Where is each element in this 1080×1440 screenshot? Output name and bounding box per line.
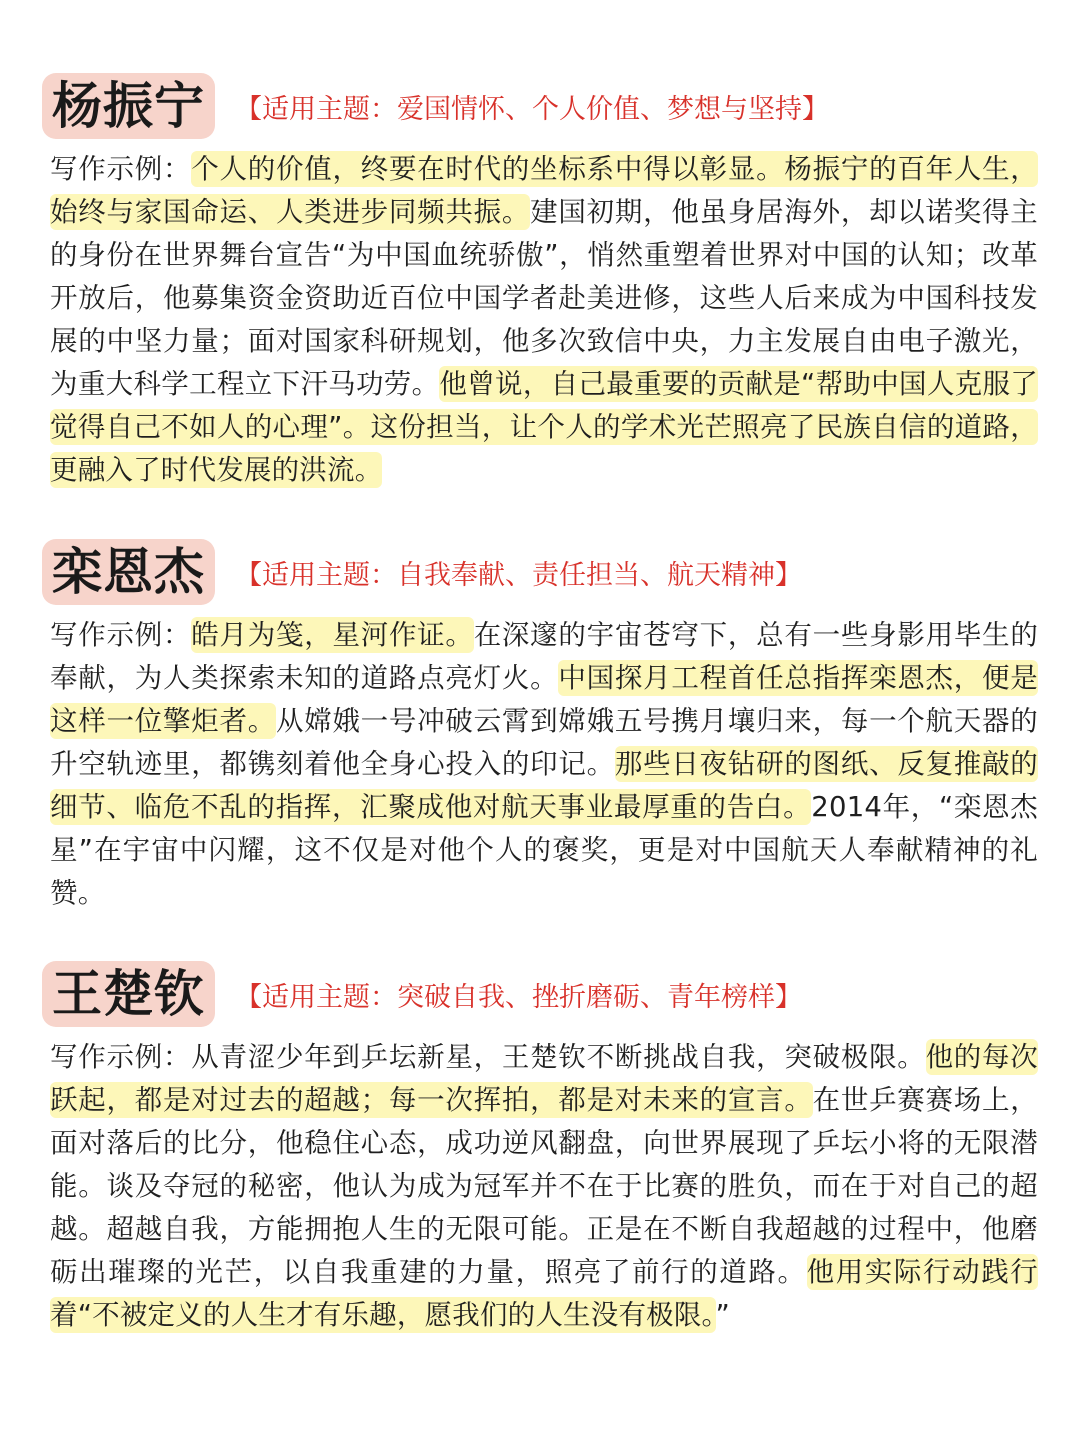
plain-text: 从嫦娥一号冲破云霄到嫦娥五号携月壤归来，每一个航天器的升空轨迹里，都镌刻着他全身心投入的印记。	[50, 705, 1038, 780]
example-label: 写作示例：	[50, 1041, 192, 1073]
highlighted-text: 个人的价值，终要在时代的坐标系中得以彰显。杨振宁的百年人生，始终与家国命运、人类进步同频共振。	[50, 153, 1039, 228]
person-name-title: 栾恩杰	[42, 539, 215, 605]
person-name-title: 杨振宁	[42, 73, 215, 139]
applicable-themes: 【适用主题：自我奉献、责任担当、航天精神】	[235, 559, 802, 591]
plain-text: 在深邃的宇宙苍穹下，总有一些身影用毕生的奉献，为人类探索未知的道路点亮灯火。	[50, 619, 1039, 694]
section-header	[42, 538, 1038, 606]
highlighted-text: 他曾说，自己最重要的贡献是“帮助中国人克服了觉得自己不如人的心理”。这份担当，让个人的学术光芒照亮了民族自信的道路，更融入了时代发展的洪流。	[50, 368, 1038, 486]
highlighted-text: 那些日夜钻研的图纸、反复推敲的细节、临危不乱的指挥，汇聚成他对航天事业最厚重的告白。	[50, 748, 1039, 823]
person-name-title: 王楚钦	[42, 961, 215, 1027]
plain-text: 2014年，“栾恩杰星”在宇宙中闪耀，这不仅是对他个人的褒奖，更是对中国航天人奉献精神的礼赞。	[50, 791, 1039, 909]
section-wang-chuqin	[42, 960, 1038, 1337]
section-luan-enjie	[42, 538, 1038, 915]
writing-example	[42, 1036, 1038, 1337]
example-label: 写作示例：	[50, 619, 192, 651]
example-label: 写作示例：	[50, 153, 192, 185]
plain-text: 从青涩少年到乒坛新星，王楚钦不断挑战自我，突破极限。	[191, 1041, 926, 1073]
applicable-themes: 【适用主题：突破自我、挫折磨砺、青年榜样】	[235, 981, 802, 1013]
plain-text: 在世乒赛赛场上，面对落后的比分，他稳住心态，成功逆风翻盘，向世界展现了乒坛小将的无限潜能。谈及夺冠的秘密，他认为成为冠军并不在于比赛的胜负，而在于对自己的超越。超越自我，方能拥抱人生的无限可能。正是在不断自我超越的过程中，他磨砺出璀璨的光芒，以自我重建的力量，照亮了前行的道路。	[50, 1084, 1038, 1288]
highlighted-text: 他的每次跃起，都是对过去的超越；每一次挥拍，都是对未来的宣言。	[50, 1041, 1038, 1116]
writing-example	[42, 614, 1038, 915]
highlighted-text: 中国探月工程首任总指挥栾恩杰，便是这样一位擎炬者。	[50, 662, 1038, 737]
plain-text: ”	[715, 1299, 730, 1331]
highlighted-text: 他用实际行动践行着“不被定义的人生才有乐趣，愿我们的人生没有极限。	[50, 1256, 1038, 1331]
applicable-themes: 【适用主题：爱国情怀、个人价值、梦想与坚持】	[235, 93, 829, 125]
section-header	[42, 960, 1038, 1028]
highlighted-text: 皓月为笺，星河作证。	[191, 619, 474, 651]
writing-example	[42, 148, 1038, 492]
section-yang-zhenning	[42, 72, 1038, 492]
plain-text: 建国初期，他虽身居海外，却以诺奖得主的身份在世界舞台宣告“为中国血统骄傲”，悄然重塑着世界对中国的认知；改革开放后，他募集资金资助近百位中国学者赴美进修，这些人后来成为中国科技发展的中坚力量；面对国家科研规划，他多次致信中央，力主发展自由电子激光，为重大科学工程立下汗马功劳。	[50, 196, 1038, 400]
section-header	[42, 72, 1038, 140]
